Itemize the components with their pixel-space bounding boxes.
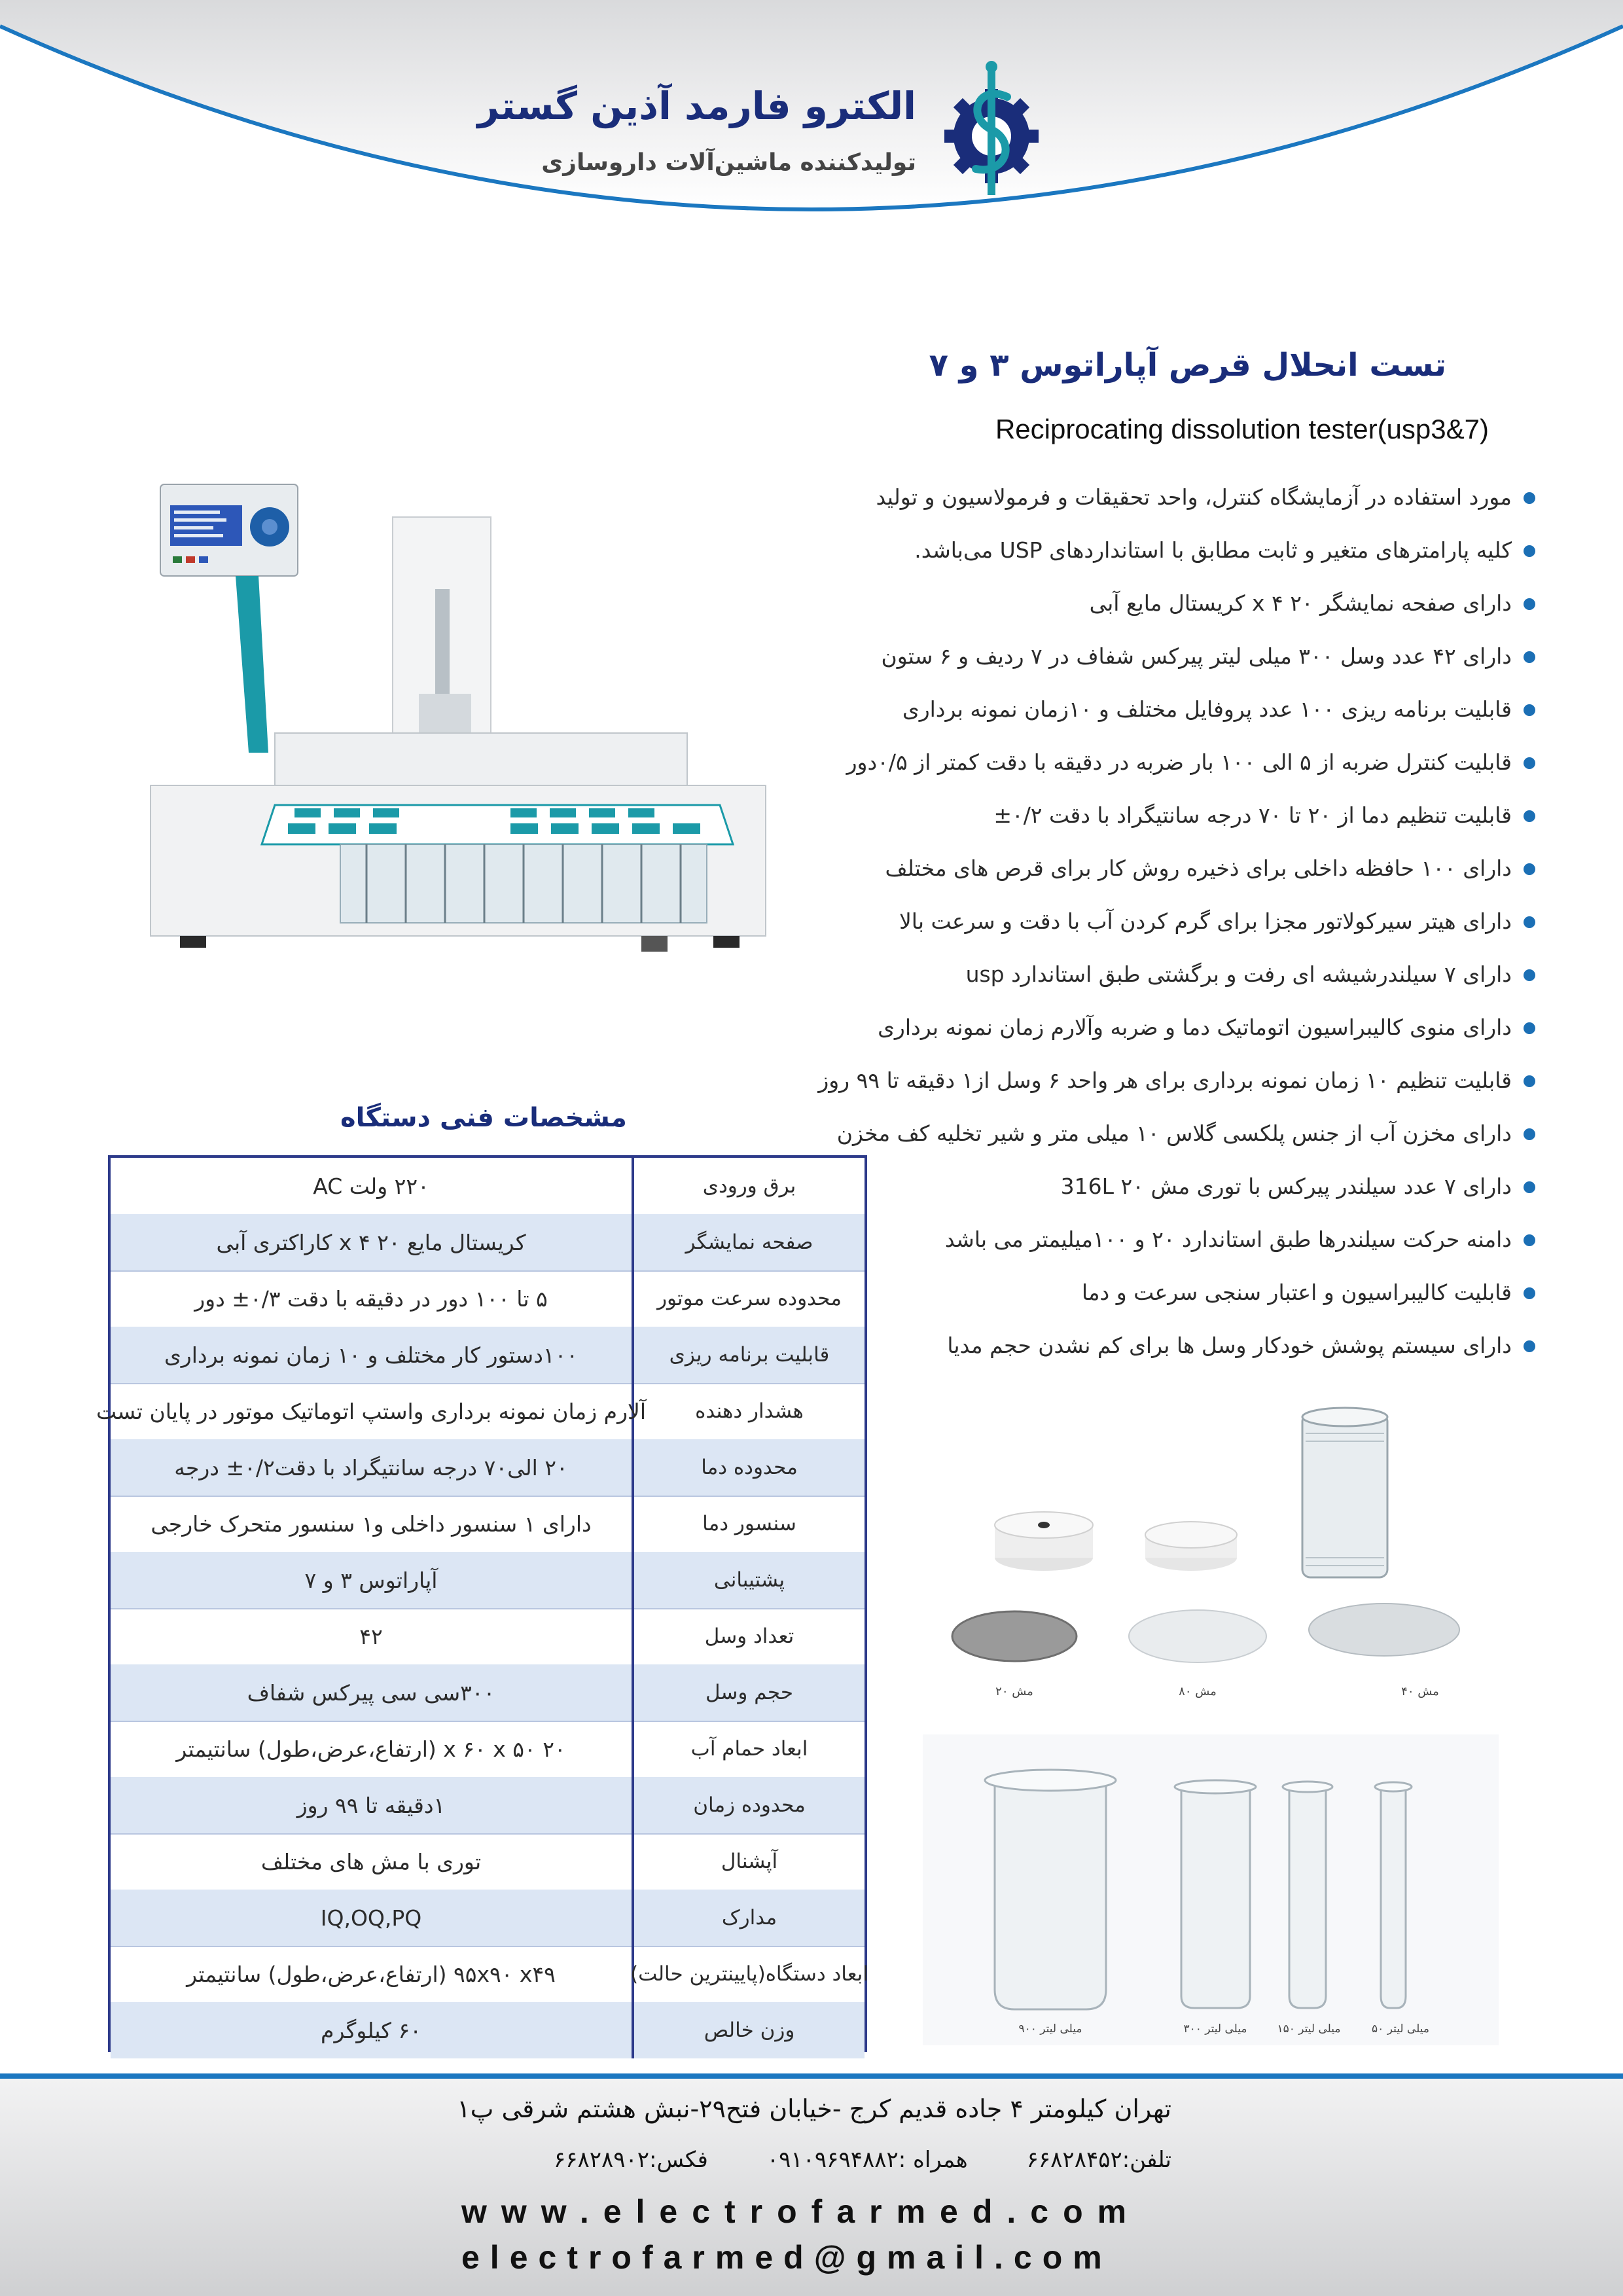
table-row [111,1664,865,1722]
bullet-icon [1524,1234,1535,1246]
bullet-icon [1524,1075,1535,1087]
company-tagline: تولیدکننده ماشین‌آلات داروسازی [541,149,916,176]
bullet-icon [1524,1022,1535,1034]
bullet-icon [1524,598,1535,610]
table-row [96,1383,865,1441]
website-link[interactable]: www.electrofarmed.com [461,2193,1141,2230]
bullet-icon [1524,916,1535,928]
bullet-icon [1524,492,1535,504]
table-row [111,1327,865,1384]
spec-label: محدوده سرعت موتور [657,1287,842,1310]
spec-label: تعداد وسل [704,1624,794,1648]
bullet-icon [1524,1340,1535,1352]
company-name: الکترو فارمد آذین گستر [477,84,916,128]
spec-label: سنسور دما [702,1512,796,1535]
feature-item: دارای صفحه نمایشگر ۲۰ x ۴ کریستال مایع آبی [609,590,1538,617]
spec-value: کریستال مایع ۲۰ x ۴ کاراکتری آبی [111,1214,634,1270]
feature-item: دارای ۷ عدد سیلندر پیرکس با توری مش ۲۰ 316L [609,1174,1538,1200]
spec-heading: مشخصات فنی دستگاه [340,1103,627,1133]
spec-table [96,1155,868,2052]
table-row [111,1777,865,1835]
spec-value: آلارم زمان نمونه برداری واستپ اتوماتیک موتور در پایان تست [111,1383,634,1439]
product-title-en: Reciprocating dissolution tester(usp3&7) [995,414,1489,444]
feature-item: دامنه حرکت سیلندرها طبق استاندارد ۲۰ و ۱۰۰میلیمتر می باشد [609,1227,1538,1253]
spec-label: محدوده زمان [693,1793,806,1817]
feature-item: دارای ۱۰۰ حافظه داخلی برای ذخیره روش کار برای قرص های مختلف [609,855,1538,882]
company-address: تهران کیلومتر ۴ جاده قدیم کرج -خیابان فتح۲۹-نبش هشتم شرقی پ۱ [457,2094,1171,2123]
feature-item: دارای هیتر سیرکولاتور مجزا برای گرم کردن آب با دقت و سرعت بالا [609,908,1538,935]
bullet-icon [1524,1128,1535,1140]
spec-value: توری با مش های مختلف [111,1833,634,1890]
feature-item: دارای ۴۲ عدد وسل ۳۰۰ میلی لیتر پیرکس شفاف در ۷ ردیف و ۶ ستون [609,643,1538,670]
table-row [111,1214,865,1272]
spec-label: ابعاد دستگاه(پایینترین حالت) [630,1962,868,1986]
product-title-fa: تست انحلال قرص آپاراتوس ۳ و ۷ [929,347,1446,384]
spec-label: برق ورودی [702,1174,796,1198]
table-row [111,1439,865,1497]
footer-divider [0,2073,1623,2079]
feature-item: قابلیت کالیبراسیون و اعتبار سنجی سرعت و دما [609,1280,1538,1306]
feature-item: قابلیت برنامه ریزی ۱۰۰ عدد پروفایل مختلف و ۱۰زمان نمونه برداری [609,696,1538,723]
spec-value: ۲۰ x ۶۰ x ۵۰ (ارتفاع،عرض،طول) سانتیمتر [111,1721,634,1777]
spec-label: حجم وسل [705,1681,794,1704]
fax-number: فکس:۶۶۸۲۸۹۰۲ [553,2147,708,2173]
spec-value: آپاراتوس ۳ و ۷ [111,1552,634,1608]
feature-item: دارای منوی کالیبراسیون اتوماتیک دما و ضربه وآلارم زمان نمونه برداری [609,1014,1538,1041]
bullet-icon [1524,863,1535,875]
spec-value: ۱دقیقه تا ۹۹ روز [111,1777,634,1833]
table-row [111,1158,865,1215]
feature-item: قابلیت تنظیم ۱۰ زمان نمونه برداری برای هر واحد ۶ وسل از۱ دقیقه تا ۹۹ روز [609,1067,1538,1094]
vessel-caption-50: ۵۰ میلی لیتر [1372,2022,1429,2036]
bullet-icon [1524,969,1535,981]
feature-item: مورد استفاده در آزمایشگاه کنترل، واحد تحقیقات و فرمولاسیون و تولید [609,484,1538,511]
spec-value: ۵ تا ۱۰۰ دور در دقیقه با دقت ۰/۳± دور [111,1270,634,1327]
spec-label: پشتیبانی [713,1568,785,1592]
spec-label: هشدار دهنده [695,1399,804,1423]
feature-item: دارای ۷ سیلندرشیشه ای رفت و برگشتی طبق استاندارد usp [609,961,1538,988]
bullet-icon [1524,1181,1535,1193]
mesh-caption-40: مش ۴۰ [1401,1685,1439,1698]
bullet-icon [1524,704,1535,716]
spec-label: محدوده دما [701,1456,798,1479]
table-row [111,1890,865,1947]
spec-value: ۹۵x۹۰ x۴۹ (ارتفاع،عرض،طول) سانتیمتر [111,1946,634,2002]
email-link[interactable]: electrofarmed@gmail.com [461,2239,1113,2276]
table-row [111,2002,865,2058]
mesh-caption-80: مش ۸۰ [1179,1685,1217,1698]
glass-vessels-image [923,1734,1499,2045]
bullet-icon [1524,651,1535,663]
company-logo-icon [939,58,1044,202]
mesh-accessories-image [923,1394,1499,1721]
bullet-icon [1524,757,1535,769]
table-row [111,1946,868,2003]
spec-value: ۳۰۰سی سی پیرکس شفاف [111,1664,634,1721]
bullet-icon [1524,1287,1535,1299]
contact-numbers [554,2147,1171,2173]
spec-value: ۲۰ الی۷۰ درجه سانتیگراد با دقت۰/۲± درجه [111,1439,634,1496]
feature-item: قابلیت کنترل ضربه از ۵ الی ۱۰۰ بار ضربه در دقیقه با دقت کمتر از ۰/۵دور [609,749,1538,776]
feature-item: دارای مخزن آب از جنس پلکسی گلاس ۱۰ میلی متر و شیر تخلیه کف مخزن [609,1121,1538,1147]
vessel-caption-150: ۱۵۰ میلی لیتر [1277,2022,1341,2036]
spec-value: ۲۲۰ ولت AC [111,1158,634,1214]
table-row [111,1496,865,1553]
phone-number: تلفن:۶۶۸۲۸۴۵۲ [1026,2147,1171,2173]
table-row [111,1552,865,1609]
spec-value: دارای ۱ سنسور داخلی و۱ سنسور متحرک خارجی [111,1496,634,1552]
spec-value: ۶۰ کیلوگرم [111,2002,634,2058]
spec-value: IQ,OQ,PQ [111,1890,634,1946]
spec-label: آپشنال [721,1850,778,1873]
spec-label: مدارک [721,1906,777,1929]
bullet-icon [1524,545,1535,557]
table-row [111,1721,865,1778]
spec-value: ۱۰۰دستور کار مختلف و ۱۰ زمان نمونه برداری [111,1327,634,1383]
mesh-caption-20: مش ۲۰ [995,1685,1033,1698]
spec-value: ۴۲ [111,1608,634,1664]
bullet-icon [1524,810,1535,822]
vessel-caption-300: ۳۰۰ میلی لیتر [1183,2022,1247,2036]
spec-label: وزن خالص [704,2018,795,2042]
table-row [111,1270,865,1328]
table-row [111,1608,865,1666]
spec-label: ابعاد حمام آب [690,1737,808,1761]
spec-label: صفحه نمایشگر [685,1230,813,1254]
feature-item: دارای سیستم پوشش خودکار وسل ها برای کم نشدن حجم مدیا [609,1333,1538,1359]
vessel-caption-900: ۹۰۰ میلی لیتر [1018,2022,1082,2036]
feature-item: کلیه پارامترهای متغیر و ثابت مطابق با استانداردهای USP می‌باشد. [609,537,1538,564]
feature-item: قابلیت تنظیم دما از ۲۰ تا ۷۰ درجه سانتیگراد با دقت ۰/۲± [609,802,1538,829]
table-row [111,1833,865,1891]
mobile-number: همراه :۰۹۱۰۹۶۹۴۸۸۲ [766,2147,968,2173]
spec-label: قابلیت برنامه ریزی [669,1343,830,1367]
